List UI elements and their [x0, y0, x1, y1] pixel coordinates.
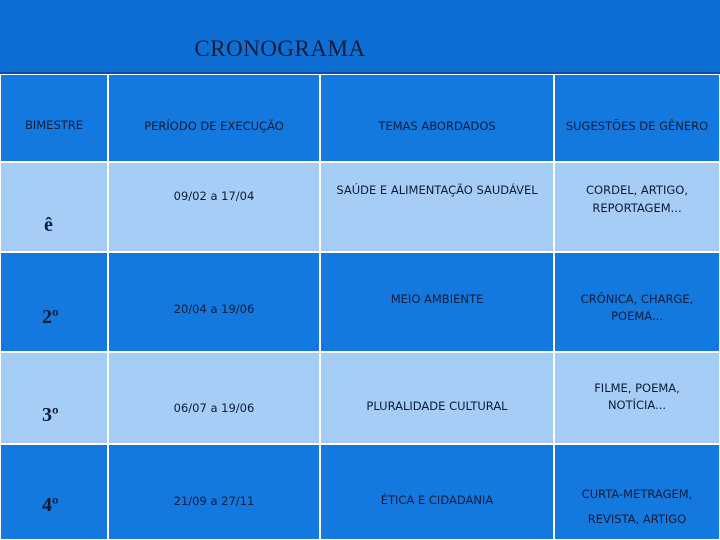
row4-genero-line1: CURTA-METRAGEM, [581, 487, 693, 501]
row3-genero-line2: NOTÍCIA... [607, 398, 667, 412]
row2-bimestre: 2º [42, 306, 59, 328]
row1-genero-line1: CORDEL, ARTIGO, [586, 183, 688, 197]
row4-tema: ÉTICA E CIDADANIA [380, 493, 494, 507]
row1-periodo: 09/02 a 17/04 [173, 189, 255, 203]
header-bimestre: BIMESTRE [24, 118, 84, 132]
row2-genero-line1: CRÔNICA, CHARGE, [580, 292, 694, 306]
row3-periodo: 06/07 a 19/06 [173, 401, 255, 415]
row1-bimestre: ê [44, 214, 53, 236]
row4-bimestre: 4º [42, 494, 59, 516]
row2-periodo: 20/04 a 19/06 [173, 302, 255, 316]
row4-genero-line2: REVISTA, ARTIGO [587, 512, 687, 526]
row3-cell-bimestre [0, 352, 108, 444]
row1-cell-periodo [108, 162, 320, 252]
row1-genero-line2: REPORTAGEM... [592, 201, 682, 215]
row3-bimestre: 3º [42, 404, 59, 426]
header-periodo: PERÍODO DE EXECUÇÃO [144, 119, 284, 133]
row3-genero-line1: FILME, POEMA, [594, 381, 680, 395]
row1-cell-bimestre [0, 162, 108, 252]
header-temas: TEMAS ABORDADOS [378, 119, 496, 133]
row2-genero-line2: POEMA... [611, 309, 663, 323]
row1-tema: SAÚDE E ALIMENTAÇÃO SAUDÁVEL [336, 183, 538, 197]
header-generos: SUGESTÕES DE GÊNERO [565, 119, 709, 133]
row3-cell-periodo [108, 352, 320, 444]
row4-periodo: 21/09 a 27/11 [173, 494, 255, 508]
row3-tema: PLURALIDADE CULTURAL [366, 399, 508, 413]
row4-cell-bimestre [0, 444, 108, 540]
row2-tema: MEIO AMBIENTE [390, 292, 484, 306]
row1-cell-tema [320, 162, 554, 252]
row2-cell-bimestre [0, 252, 108, 352]
slide-title: CRONOGRAMA [194, 36, 366, 61]
